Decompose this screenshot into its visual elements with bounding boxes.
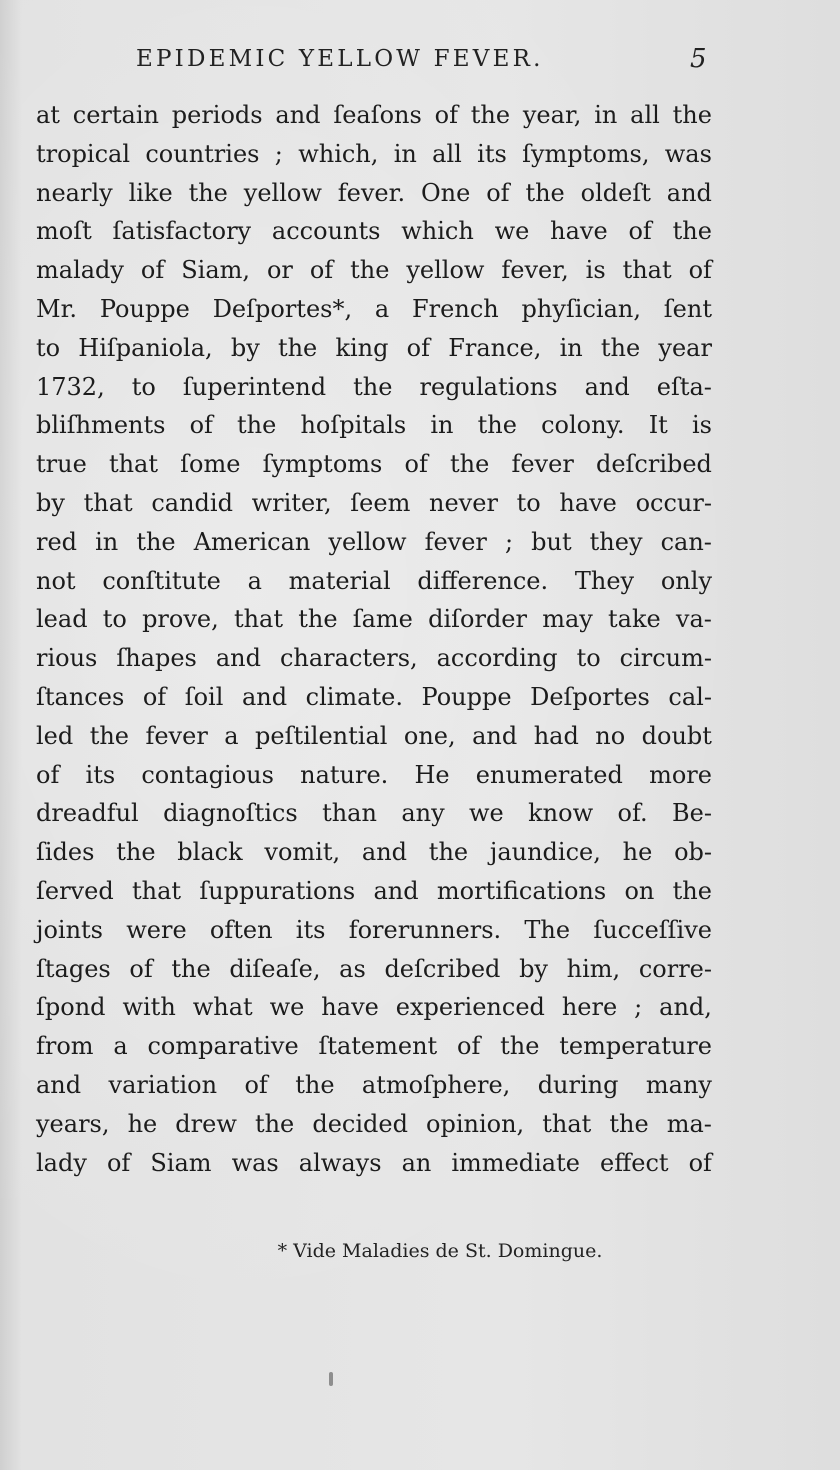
word: ſtances bbox=[36, 682, 125, 711]
word: know bbox=[528, 799, 594, 828]
word: deſcribed bbox=[595, 450, 712, 479]
text-line bbox=[36, 950, 712, 989]
text-line bbox=[36, 639, 712, 678]
word: He bbox=[414, 760, 450, 789]
word: effect bbox=[600, 1148, 669, 1177]
word: led bbox=[36, 721, 74, 750]
word: the bbox=[350, 256, 390, 285]
word: ſome bbox=[180, 450, 241, 479]
word: ; bbox=[504, 527, 514, 556]
word: what bbox=[192, 993, 253, 1022]
word: circum- bbox=[619, 644, 712, 673]
word: lead bbox=[36, 605, 88, 634]
word: the bbox=[277, 333, 318, 362]
word: which, bbox=[298, 139, 379, 168]
running-title: EPIDEMIC YELLOW FEVER. bbox=[136, 46, 544, 72]
word: a bbox=[113, 1032, 128, 1061]
word: ob- bbox=[674, 838, 712, 867]
word: never bbox=[429, 488, 498, 517]
word: writer, bbox=[251, 488, 332, 517]
word: the bbox=[470, 101, 511, 129]
word: opinion, bbox=[426, 1109, 525, 1138]
word: oldeſt bbox=[580, 178, 651, 207]
page-number: 5 bbox=[690, 44, 707, 74]
word: often bbox=[209, 915, 273, 944]
word: accounts bbox=[271, 217, 381, 246]
text-line bbox=[36, 523, 712, 562]
word: ſeaſons bbox=[333, 101, 422, 129]
word: ſent bbox=[663, 294, 712, 323]
text-line bbox=[36, 135, 712, 174]
word: countries bbox=[145, 139, 260, 168]
word: ſtages bbox=[36, 954, 111, 983]
text-line bbox=[36, 484, 712, 523]
word: ſame bbox=[352, 605, 413, 634]
word: joints bbox=[36, 915, 103, 944]
word: a bbox=[247, 566, 262, 595]
word: or bbox=[266, 256, 293, 285]
word: black bbox=[177, 838, 243, 867]
text-line bbox=[36, 251, 712, 290]
word: he bbox=[622, 838, 653, 867]
word: at bbox=[36, 101, 60, 129]
word: always bbox=[298, 1148, 382, 1177]
word: the bbox=[298, 605, 338, 634]
word: all bbox=[432, 139, 462, 168]
text-line bbox=[36, 1027, 712, 1066]
word: any bbox=[401, 799, 445, 828]
word: he bbox=[127, 1109, 158, 1138]
word: contagious bbox=[141, 760, 274, 789]
word: nature. bbox=[300, 760, 389, 789]
word: Siam bbox=[150, 1148, 212, 1177]
word: and bbox=[36, 1070, 82, 1099]
word: dreadful bbox=[36, 799, 139, 828]
word: ſuppurations bbox=[199, 876, 356, 905]
word: to bbox=[131, 372, 156, 401]
word: we bbox=[269, 993, 305, 1022]
word: in bbox=[393, 139, 417, 168]
word: and bbox=[472, 721, 518, 750]
text-line bbox=[36, 329, 712, 368]
word: year, bbox=[522, 101, 582, 129]
word: only bbox=[660, 566, 712, 595]
word: of bbox=[434, 101, 458, 129]
word: fever bbox=[424, 527, 487, 556]
text-line bbox=[36, 562, 712, 601]
word: is bbox=[691, 411, 712, 440]
footnote bbox=[0, 1240, 840, 1262]
word: va- bbox=[675, 605, 712, 634]
word: variation bbox=[108, 1070, 218, 1099]
word: conſtitute bbox=[102, 566, 221, 595]
word: material bbox=[288, 566, 391, 595]
word: The bbox=[524, 915, 571, 944]
word: of bbox=[628, 217, 652, 246]
word: periods bbox=[171, 101, 263, 129]
word: the bbox=[116, 838, 156, 867]
word: the bbox=[672, 876, 712, 905]
word: and bbox=[584, 372, 630, 401]
word: ſerved bbox=[36, 876, 114, 905]
word: ; bbox=[634, 993, 643, 1022]
word: malady bbox=[36, 256, 124, 285]
word: which bbox=[401, 217, 474, 246]
word: and bbox=[666, 178, 712, 207]
word: in bbox=[430, 411, 454, 440]
word: doubt bbox=[641, 721, 712, 750]
text-line bbox=[36, 794, 712, 833]
word: to bbox=[576, 644, 601, 673]
word: ſpond bbox=[36, 993, 106, 1022]
word: to bbox=[36, 333, 61, 362]
word: certain bbox=[72, 101, 159, 129]
word: with bbox=[122, 993, 176, 1022]
word: of bbox=[406, 333, 431, 362]
word: Deſportes bbox=[530, 682, 650, 711]
word: the bbox=[428, 838, 469, 867]
word: ; bbox=[274, 139, 283, 168]
word: more bbox=[649, 760, 712, 789]
word: bliſhments bbox=[36, 411, 166, 440]
word: of bbox=[688, 256, 712, 285]
word: colony. bbox=[541, 411, 625, 440]
word: rious bbox=[36, 644, 98, 673]
word: on bbox=[624, 876, 655, 905]
word: drew bbox=[175, 1109, 237, 1138]
word: of bbox=[142, 682, 167, 711]
word: lady bbox=[36, 1148, 87, 1177]
word: a bbox=[374, 294, 390, 323]
word: not bbox=[36, 566, 76, 595]
word: 1732, bbox=[36, 372, 105, 401]
text-line bbox=[36, 290, 712, 329]
text-line bbox=[36, 872, 712, 911]
word: cal- bbox=[668, 682, 712, 711]
word: have bbox=[550, 217, 608, 246]
word: by bbox=[519, 954, 548, 983]
word: and bbox=[241, 682, 288, 711]
text-line bbox=[36, 1144, 712, 1183]
word: true bbox=[36, 450, 87, 479]
word: experienced bbox=[395, 993, 545, 1022]
word: of bbox=[189, 411, 213, 440]
word: and, bbox=[659, 993, 712, 1022]
word: nearly bbox=[36, 178, 113, 207]
word: here bbox=[561, 993, 618, 1022]
word: its bbox=[477, 139, 507, 168]
word: may bbox=[542, 605, 593, 634]
word: decided bbox=[312, 1109, 408, 1138]
word: king bbox=[335, 333, 389, 362]
word: forerunners. bbox=[348, 915, 502, 944]
word: difference. bbox=[417, 566, 549, 595]
word: tropical bbox=[36, 139, 131, 168]
word: ſeem bbox=[350, 488, 411, 517]
word: during bbox=[537, 1070, 619, 1099]
word: moſt bbox=[36, 217, 92, 246]
word: of bbox=[36, 760, 60, 789]
word: him, bbox=[566, 954, 621, 983]
word: many bbox=[645, 1070, 712, 1099]
word: take bbox=[608, 605, 661, 634]
word: its bbox=[85, 760, 116, 789]
word: the bbox=[672, 101, 712, 129]
word: of bbox=[486, 178, 510, 207]
text-line bbox=[36, 1066, 712, 1105]
word: in bbox=[594, 101, 618, 129]
word: they bbox=[589, 527, 643, 556]
word: of bbox=[140, 256, 165, 285]
word: immediate bbox=[451, 1148, 580, 1177]
word: the bbox=[188, 178, 228, 207]
word: and bbox=[275, 101, 321, 129]
word: the bbox=[171, 954, 211, 983]
text-line bbox=[36, 678, 712, 717]
word: the bbox=[89, 721, 130, 750]
word: of bbox=[688, 1148, 712, 1177]
word: the bbox=[600, 333, 641, 362]
word: of bbox=[244, 1070, 268, 1099]
text-line bbox=[36, 1105, 712, 1144]
word: yellow bbox=[243, 178, 322, 207]
word: we bbox=[494, 217, 530, 246]
word: jaundice, bbox=[489, 838, 601, 867]
word: ſides bbox=[36, 838, 95, 867]
word: ſymptoms bbox=[262, 450, 383, 479]
word: than bbox=[322, 799, 377, 828]
word: diſorder bbox=[428, 605, 527, 634]
word: have bbox=[559, 488, 617, 517]
word: the bbox=[500, 1032, 540, 1061]
text-line bbox=[36, 756, 712, 795]
word: but bbox=[531, 527, 572, 556]
word: as bbox=[339, 954, 366, 983]
footnote-text: * Vide Maladies de St. Domingue. bbox=[277, 1240, 603, 1262]
word: the bbox=[672, 217, 712, 246]
word: temperature bbox=[559, 1032, 712, 1061]
word: the bbox=[353, 372, 393, 401]
word: according bbox=[436, 644, 558, 673]
word: that bbox=[131, 876, 182, 905]
word: ſucceſſive bbox=[593, 915, 712, 944]
word: of bbox=[309, 256, 334, 285]
word: of bbox=[129, 954, 153, 983]
word: candid bbox=[151, 488, 233, 517]
word: eſta- bbox=[656, 372, 712, 401]
word: the bbox=[609, 1109, 649, 1138]
word: the bbox=[450, 450, 490, 479]
word: regulations bbox=[419, 372, 558, 401]
word: France, bbox=[448, 333, 542, 362]
word: that bbox=[233, 605, 284, 634]
word: atmoſphere, bbox=[361, 1070, 511, 1099]
word: fever. bbox=[337, 178, 406, 207]
word: to bbox=[516, 488, 541, 517]
running-head bbox=[0, 44, 840, 80]
word: ma- bbox=[666, 1109, 712, 1138]
word: and bbox=[215, 644, 261, 673]
word: fever bbox=[145, 721, 208, 750]
word: red bbox=[36, 527, 78, 556]
word: in bbox=[95, 527, 119, 556]
word: by bbox=[36, 488, 65, 517]
text-line bbox=[36, 600, 712, 639]
word: the bbox=[477, 411, 517, 440]
word: occur- bbox=[635, 488, 712, 517]
word: were bbox=[126, 915, 187, 944]
text-line bbox=[36, 212, 712, 251]
word: no bbox=[595, 721, 626, 750]
word: like bbox=[128, 178, 173, 207]
word: fever bbox=[511, 450, 574, 479]
word: They bbox=[574, 566, 635, 595]
word: a bbox=[224, 721, 239, 750]
word: ſatisfactory bbox=[112, 217, 252, 246]
word: and bbox=[373, 876, 419, 905]
word: ſtatement bbox=[318, 1032, 438, 1061]
word: peſtilential bbox=[255, 721, 388, 750]
word: ſoil bbox=[184, 682, 224, 711]
word: that bbox=[83, 488, 133, 517]
word: hoſpitals bbox=[300, 411, 407, 440]
word: diſeaſe, bbox=[229, 954, 321, 983]
text-line bbox=[36, 368, 712, 407]
word: Be- bbox=[672, 799, 712, 828]
word: from bbox=[36, 1032, 94, 1061]
word: an bbox=[401, 1148, 432, 1177]
word: deſcribed bbox=[384, 954, 501, 983]
word: and bbox=[361, 838, 408, 867]
word: had bbox=[533, 721, 579, 750]
word: fever, bbox=[501, 256, 569, 285]
text-line bbox=[36, 445, 712, 484]
text-line bbox=[36, 911, 712, 950]
word: have bbox=[321, 993, 379, 1022]
text-line bbox=[36, 96, 712, 135]
word: yellow bbox=[406, 256, 485, 285]
word: phyſician, bbox=[521, 294, 641, 323]
text-line bbox=[36, 174, 712, 213]
word: prove, bbox=[142, 605, 219, 634]
word: ſymptoms, bbox=[522, 139, 650, 168]
word: we bbox=[469, 799, 504, 828]
word: the bbox=[136, 527, 176, 556]
word: that bbox=[622, 256, 672, 285]
word: ſhapes bbox=[116, 644, 197, 673]
word: that bbox=[542, 1109, 592, 1138]
word: of bbox=[106, 1148, 131, 1177]
word: the bbox=[295, 1070, 335, 1099]
ink-speck bbox=[329, 1372, 333, 1386]
text-line bbox=[36, 833, 712, 872]
word: the bbox=[525, 178, 565, 207]
word: one, bbox=[403, 721, 456, 750]
word: American bbox=[193, 527, 311, 556]
word: yellow bbox=[328, 527, 407, 556]
word: its bbox=[295, 915, 326, 944]
word: of. bbox=[617, 799, 648, 828]
word: vomit, bbox=[264, 838, 341, 867]
word: by bbox=[230, 333, 260, 362]
word: ſuperintend bbox=[182, 372, 327, 401]
word: is bbox=[585, 256, 606, 285]
word: in bbox=[559, 333, 583, 362]
word: One bbox=[420, 178, 471, 207]
word: was bbox=[664, 139, 712, 168]
word: to bbox=[102, 605, 127, 634]
word: characters, bbox=[279, 644, 418, 673]
word: Hiſpaniola, bbox=[78, 333, 213, 362]
word: comparative bbox=[147, 1032, 299, 1061]
word: Siam, bbox=[181, 256, 251, 285]
word: of bbox=[457, 1032, 481, 1061]
word: that bbox=[108, 450, 158, 479]
word: of bbox=[404, 450, 428, 479]
text-line bbox=[36, 717, 712, 756]
word: can- bbox=[660, 527, 712, 556]
word: was bbox=[231, 1148, 279, 1177]
word: all bbox=[630, 101, 660, 129]
word: corre- bbox=[638, 954, 712, 983]
word: the bbox=[237, 411, 277, 440]
word: diagnoſtics bbox=[163, 799, 298, 828]
text-line bbox=[36, 406, 712, 445]
word: Mr. bbox=[36, 294, 78, 323]
word: the bbox=[254, 1109, 295, 1138]
word: It bbox=[648, 411, 668, 440]
word: Deſportes*, bbox=[212, 294, 353, 323]
word: year bbox=[658, 333, 712, 362]
word: mortifications bbox=[436, 876, 607, 905]
word: climate. bbox=[305, 682, 403, 711]
body-text bbox=[36, 96, 712, 1182]
text-line bbox=[36, 988, 712, 1027]
word: Pouppe bbox=[421, 682, 512, 711]
word: French bbox=[412, 294, 499, 323]
word: years, bbox=[36, 1109, 110, 1138]
word: enumerated bbox=[475, 760, 623, 789]
word: Pouppe bbox=[99, 294, 190, 323]
